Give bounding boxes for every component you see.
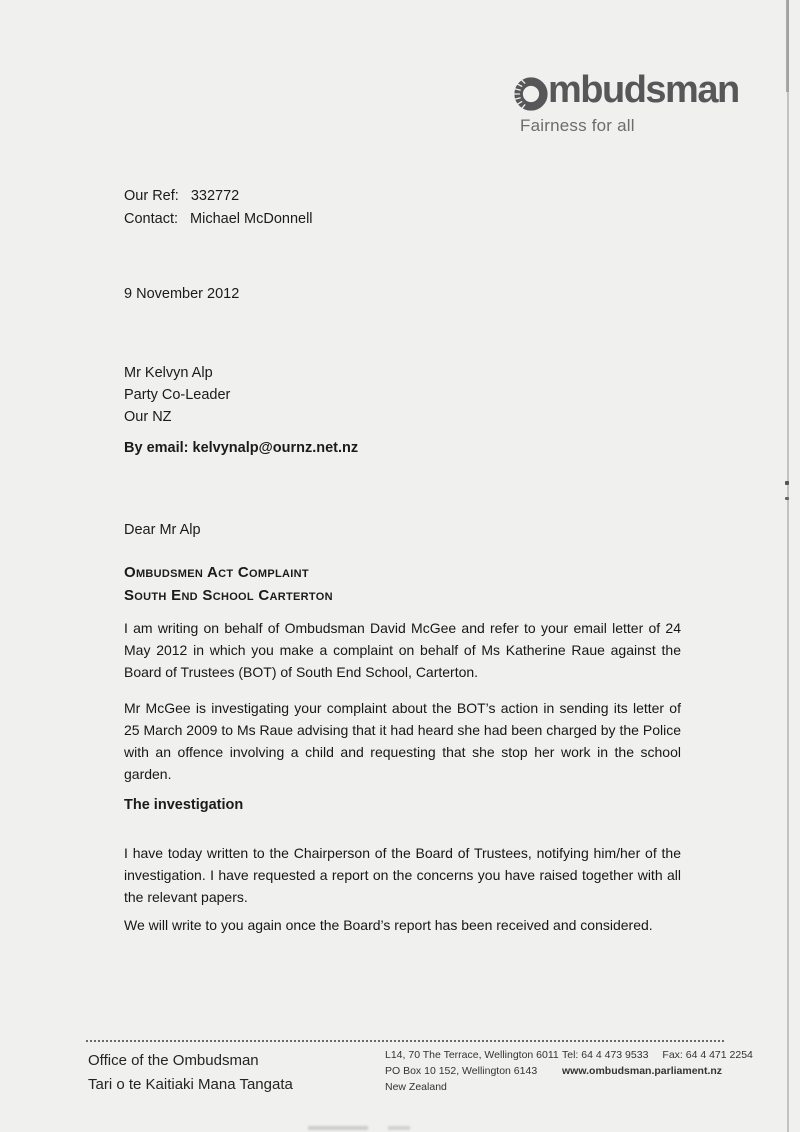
body-paragraph-2: Mr McGee is investigating your complaint about the BOT’s action in sending its letter of 25 March 2009 to Ms Raue advising that it had heard she had been charged by the Police with an offence involving a child and requesting that she stop her work in the school garden. (124, 700, 681, 782)
logo-wordmark-rest: mbudsman (548, 69, 739, 111)
body-paragraph-4: We will write to you again once the Board’s report has been received and considered. (124, 917, 653, 933)
our-ref-row (124, 185, 313, 208)
footer-organisation (88, 1049, 293, 1097)
footer-org-english: Office of the Ombudsman (88, 1052, 259, 1069)
subject-block (124, 561, 333, 607)
footer-address-line-1: L14, 70 The Terrace, Wellington 6011 (385, 1049, 559, 1061)
delivery-method: By email: kelvynalp@ournz.net.nz (124, 440, 359, 456)
contact-value: Michael McDonnell (190, 211, 313, 227)
recipient-name: Mr Kelvyn Alp (124, 365, 213, 381)
recipient-organisation: Our NZ (124, 409, 172, 425)
footer-website: www.ombudsman.parliament.nz (562, 1065, 723, 1077)
recipient-block (124, 362, 230, 428)
ombudsman-logo (514, 70, 739, 111)
body-paragraph-1: I am writing on behalf of Ombudsman David McGee and refer to your email letter of 24 May 2012 in which you make a complaint on behalf of Ms Katherine Raue against the Board of Trustees (BOT) of South End School, Carterton. (124, 620, 681, 680)
subject-line-2: South End School Carterton (124, 587, 333, 604)
logo-tagline: Fairness for all (520, 116, 635, 135)
our-ref-value: 332772 (190, 188, 240, 204)
body-paragraph-3: I have today written to the Chairperson of the Board of Trustees, notifying him/her of the investigation. I have requested a report on the concerns you have raised together with all the relevant papers. (124, 845, 681, 905)
scan-speck-artifact (785, 497, 789, 500)
scan-edge-top-artifact (786, 0, 789, 92)
letter-date: 9 November 2012 (124, 286, 240, 302)
scan-speck-artifact (785, 481, 789, 485)
our-ref-label: Our Ref: (124, 188, 179, 204)
subject-line-1: Ombudsmen Act Complaint (124, 564, 309, 581)
contact-row (124, 208, 313, 231)
scan-smudge-artifact (308, 1126, 368, 1130)
scan-smudge-artifact (388, 1126, 410, 1130)
contact-label: Contact: (124, 211, 178, 227)
section-heading-investigation: The investigation (124, 797, 244, 813)
footer-tel: Tel: 64 4 473 9533 (562, 1049, 649, 1061)
reference-block (124, 185, 313, 231)
footer-dotted-divider (86, 1040, 724, 1042)
footer-address-line-2: PO Box 10 152, Wellington 6143 (385, 1065, 538, 1077)
salutation: Dear Mr Alp (124, 522, 201, 538)
footer-contact (562, 1047, 753, 1079)
footer-fax: Fax: 64 4 471 2254 (662, 1049, 753, 1061)
recipient-title: Party Co-Leader (124, 387, 231, 403)
footer-address-line-3: New Zealand (385, 1081, 447, 1093)
footer-phone-row (562, 1047, 753, 1063)
fern-o-icon (514, 77, 548, 111)
footer-address (385, 1047, 559, 1095)
footer-org-maori: Tari o te Kaitiaki Mana Tangata (88, 1076, 293, 1093)
scan-edge-artifact (787, 0, 789, 1132)
